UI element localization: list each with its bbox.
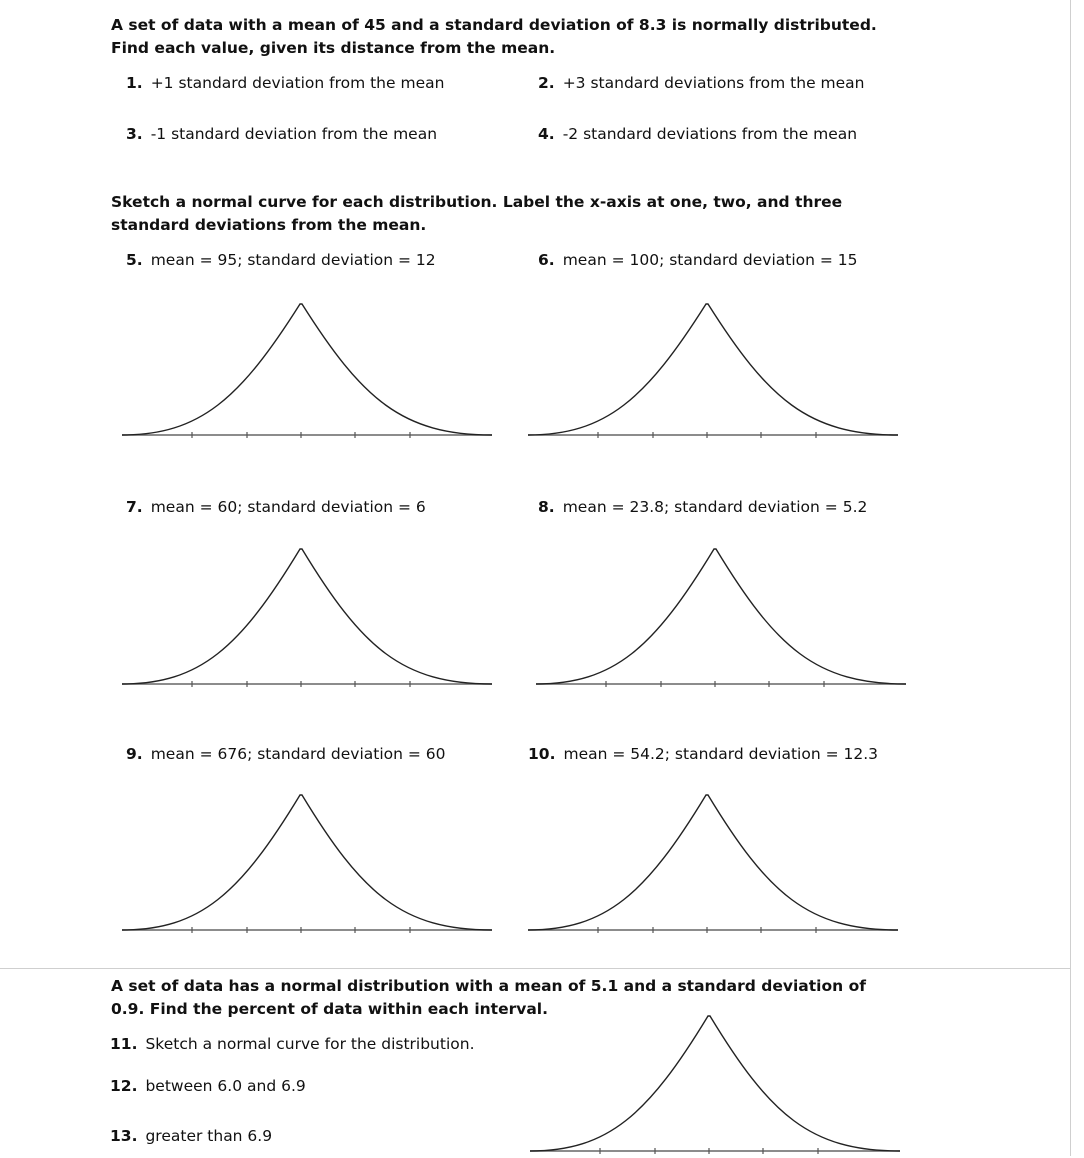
problem-number: 7.: [126, 498, 143, 516]
page-right-border: [1070, 0, 1071, 1156]
problem-10: [528, 744, 878, 764]
normal-curve-8: [534, 541, 914, 691]
problem-text: +3 standard deviations from the mean: [562, 74, 865, 92]
section2-heading-line2: standard deviations from the mean.: [111, 216, 427, 234]
problem-4: [538, 124, 857, 144]
problem-text: mean = 60; standard deviation = 6: [150, 498, 426, 516]
section1-heading-line1: A set of data with a mean of 45 and a standard deviation of 8.3 is normally distributed.: [111, 16, 877, 34]
problem-13: [110, 1126, 272, 1146]
bell-curve: [122, 549, 492, 684]
section2-heading: [111, 191, 842, 237]
problem-text: -1 standard deviation from the mean: [150, 125, 438, 143]
problem-number: 2.: [538, 74, 555, 92]
problem-6: [538, 250, 858, 270]
bell-curve: [528, 304, 898, 435]
problem-number: 5.: [126, 251, 143, 269]
problem-number: 6.: [538, 251, 555, 269]
problem-text: mean = 676; standard deviation = 60: [150, 745, 446, 763]
problem-text: mean = 95; standard deviation = 12: [150, 251, 436, 269]
problem-12: [110, 1076, 306, 1096]
section2-heading-line1: Sketch a normal curve for each distribution. Label the x-axis at one, two, and three: [111, 193, 843, 211]
section1-heading: [111, 14, 877, 60]
normal-curve-7: [120, 541, 500, 691]
problem-text: between 6.0 and 6.9: [145, 1077, 306, 1095]
problem-number: 8.: [538, 498, 555, 516]
normal-curve-10: [526, 787, 906, 937]
bell-curve: [536, 549, 906, 684]
problem-number: 12.: [110, 1077, 138, 1095]
normal-curve-9: [120, 787, 500, 937]
problem-number: 1.: [126, 74, 143, 92]
normal-curve-6: [526, 292, 906, 442]
bell-curve: [122, 304, 492, 435]
bell-curve: [122, 795, 492, 930]
problem-number: 4.: [538, 125, 555, 143]
bell-curve: [528, 795, 898, 930]
normal-curve-5: [120, 292, 500, 442]
problem-8: [538, 497, 867, 517]
problem-7: [126, 497, 426, 517]
section3-heading-line1: A set of data has a normal distribution with a mean of 5.1 and a standard deviation of: [111, 977, 866, 995]
problem-text: +1 standard deviation from the mean: [150, 74, 445, 92]
problem-3: [126, 124, 437, 144]
problem-number: 10.: [528, 745, 556, 763]
bell-curve: [530, 1016, 900, 1151]
problem-11: [110, 1034, 475, 1054]
normal-curve-11: [528, 1008, 908, 1158]
problem-9: [126, 744, 446, 764]
problem-number: 13.: [110, 1127, 138, 1145]
section-divider: [0, 968, 1071, 969]
problem-number: 11.: [110, 1035, 138, 1053]
problem-1: [126, 73, 444, 93]
section1-heading-line2: Find each value, given its distance from the mean.: [111, 39, 556, 57]
problem-text: -2 standard deviations from the mean: [562, 125, 858, 143]
problem-text: Sketch a normal curve for the distribution.: [145, 1035, 475, 1053]
problem-number: 9.: [126, 745, 143, 763]
problem-text: greater than 6.9: [145, 1127, 273, 1145]
section3-heading-line2: 0.9. Find the percent of data within each interval.: [111, 1000, 549, 1018]
problem-number: 3.: [126, 125, 143, 143]
problem-text: mean = 54.2; standard deviation = 12.3: [563, 745, 879, 763]
problem-2: [538, 73, 865, 93]
problem-text: mean = 23.8; standard deviation = 5.2: [562, 498, 868, 516]
problem-5: [126, 250, 436, 270]
problem-text: mean = 100; standard deviation = 15: [562, 251, 858, 269]
